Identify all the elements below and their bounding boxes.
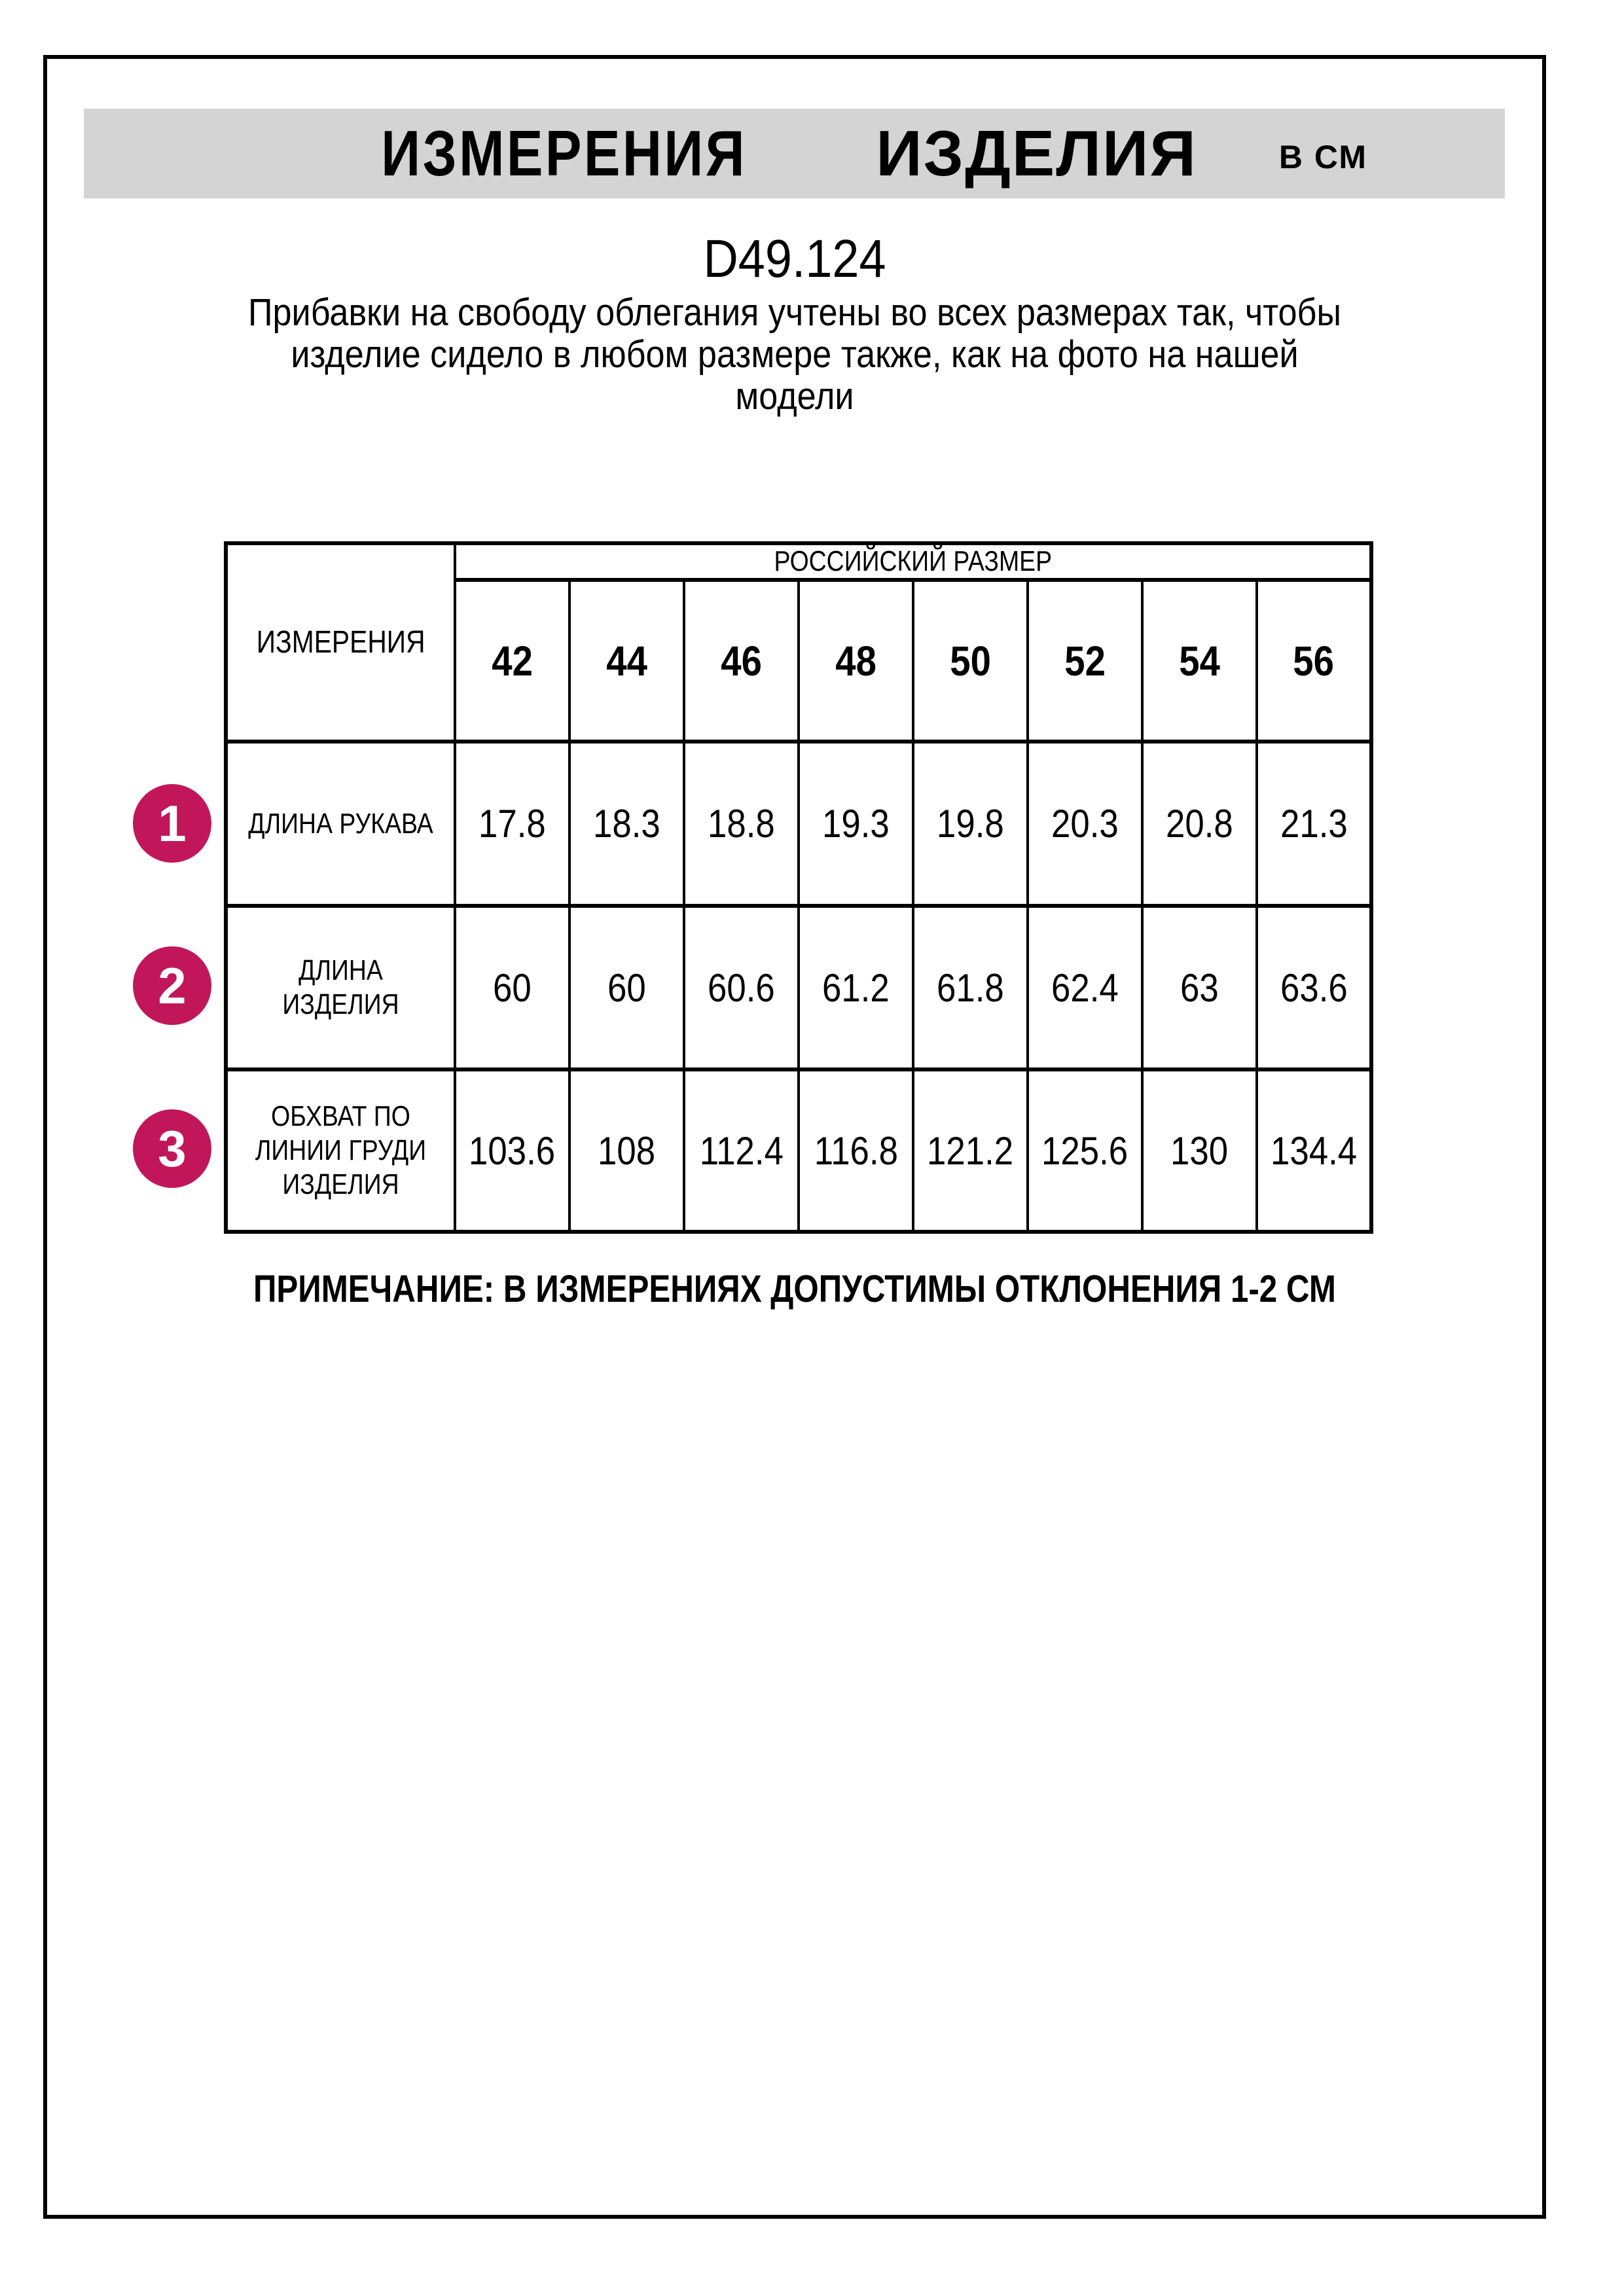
row-label: ДЛИНА РУКАВА [226,742,455,906]
measurement-badge-1 [133,784,211,863]
value-cell: 20.8 [1142,742,1257,906]
value-cell: 116.8 [799,1069,913,1232]
value-cell: 63 [1142,906,1257,1069]
value-cell: 130 [1142,1069,1257,1232]
fit-description-line3: модели [735,375,854,418]
value-cell: 108 [569,1069,684,1232]
table-row-sleeve-length [226,742,1371,906]
fit-description [118,292,1471,418]
value-cell: 61.2 [799,906,913,1069]
fit-description-line1: Прибавки на свободу облегания учтены во всех размерах так, чтобы [248,291,1341,334]
value-cell: 60 [569,906,684,1069]
value-cell: 21.3 [1257,742,1371,906]
measurement-badge-3 [133,1109,211,1188]
value-cell: 20.3 [1028,742,1142,906]
size-table [224,541,1373,1234]
value-cell: 19.8 [913,742,1028,906]
size-column-52: 52 [1028,580,1142,742]
value-cell: 60.6 [684,906,799,1069]
value-cell: 103.6 [455,1069,569,1232]
badge-number: 1 [158,794,187,852]
size-column-50: 50 [913,580,1028,742]
tolerance-note: ПРИМЕЧАНИЕ: В ИЗМЕРЕНИЯХ ДОПУСТИМЫ ОТКЛОНЕНИЯ 1-2 СМ [253,1268,1336,1310]
row-label: ДЛИНА ИЗДЕЛИЯ [226,906,455,1069]
value-cell: 112.4 [684,1069,799,1232]
article-code: D49.124 [703,229,886,289]
value-cell: 121.2 [913,1069,1028,1232]
title-product: ИЗДЕЛИЯ [876,117,1197,189]
measurement-badge-2 [133,946,211,1025]
row-label: ОБХВАТ ПО ЛИНИИ ГРУДИ ИЗДЕЛИЯ [226,1069,455,1232]
value-cell: 62.4 [1028,906,1142,1069]
value-cell: 19.3 [799,742,913,906]
table-row-product-length [226,906,1371,1069]
size-column-44: 44 [569,580,684,742]
value-cell: 61.8 [913,906,1028,1069]
value-cell: 134.4 [1257,1069,1371,1232]
size-column-54: 54 [1142,580,1257,742]
table-corner-header: ИЗМЕРЕНИЯ [226,543,455,742]
fit-description-line2: изделие сидело в любом размере также, как на фото на нашей [291,333,1299,376]
badge-number: 2 [158,956,187,1014]
badge-number: 3 [158,1119,187,1177]
russian-size-header: РОССИЙСКИЙ РАЗМЕР [455,543,1371,580]
value-cell: 63.6 [1257,906,1371,1069]
value-cell: 17.8 [455,742,569,906]
size-column-46: 46 [684,580,799,742]
value-cell: 18.3 [569,742,684,906]
size-column-42: 42 [455,580,569,742]
value-cell: 125.6 [1028,1069,1142,1232]
size-column-56: 56 [1257,580,1371,742]
value-cell: 60 [455,906,569,1069]
table-row-chest-girth [226,1069,1371,1232]
value-cell: 18.8 [684,742,799,906]
size-column-48: 48 [799,580,913,742]
title-unit-label: В СМ [1278,138,1367,175]
title-band [84,109,1505,198]
title-measurements: ИЗМЕРЕНИЯ [381,117,747,189]
